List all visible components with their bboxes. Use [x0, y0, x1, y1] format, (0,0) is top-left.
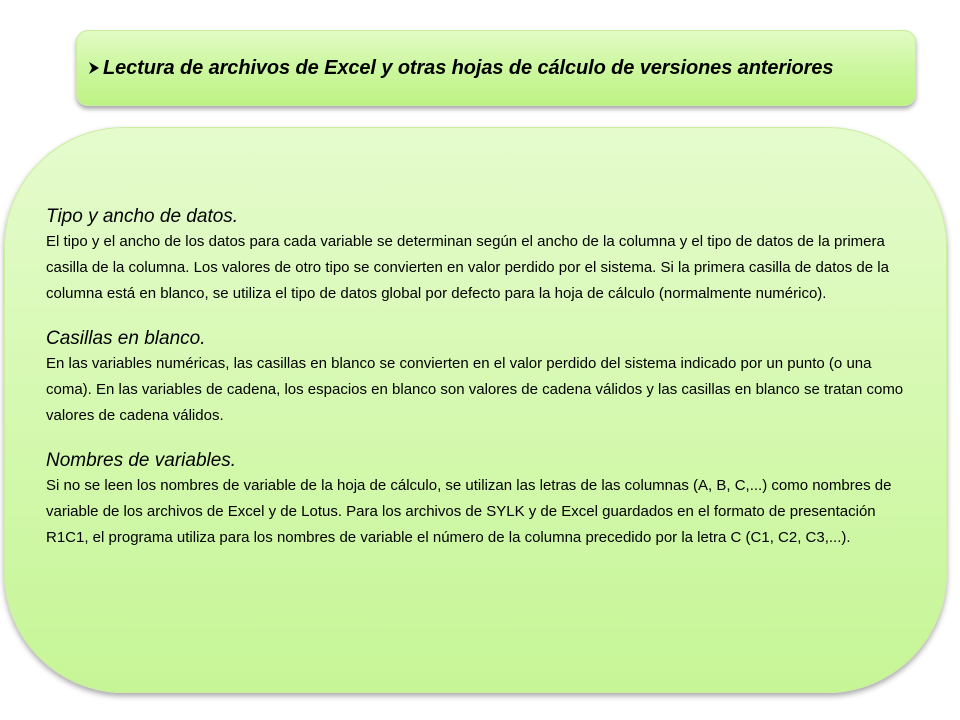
section-heading: Tipo y ancho de datos. [46, 206, 239, 227]
section-body: Si no se leen los nombres de variable de la hoja de cálculo, se utilizan las letras de las columnas (A, B, C,...) como nombres de variable de los archivos de Excel y de Lotus. Para los archivos de SYLK y de Excel guardados en el formato de presentación R1C1, el programa utiliza para los nombres de variable el número de la columna precedido por la letra C (C1, C2, C3,...). [46, 477, 892, 546]
title-box [76, 30, 916, 106]
section-body: El tipo y el ancho de los datos para cada variable se determinan según el ancho de la columna y el tipo de datos de la primera casilla de la columna. Los valores de otro tipo se convierten en valor perdido por el sistema. Si la primera casilla de datos de la columna está en blanco, se utiliza el tipo de datos global por defecto para la hoja de cálculo (normalmente numérico). [46, 233, 889, 302]
section-heading: Casillas en blanco. [46, 328, 206, 349]
section-variable-names [46, 449, 914, 551]
arrow-bullet-icon [87, 57, 101, 79]
content-area [46, 205, 914, 571]
section-heading: Nombres de variables. [46, 450, 237, 471]
slide-title: Lectura de archivos de Excel y otras hojas de cálculo de versiones anteriores [103, 56, 834, 79]
section-data-type [46, 205, 914, 307]
section-blank-cells [46, 327, 914, 429]
section-body: En las variables numéricas, las casillas en blanco se convierten en el valor perdido del sistema indicado por un punto (o una coma). En las variables de cadena, los espacios en blanco son valores de cadena válidos y las casillas en blanco se tratan como valores de cadena válidos. [46, 355, 904, 424]
